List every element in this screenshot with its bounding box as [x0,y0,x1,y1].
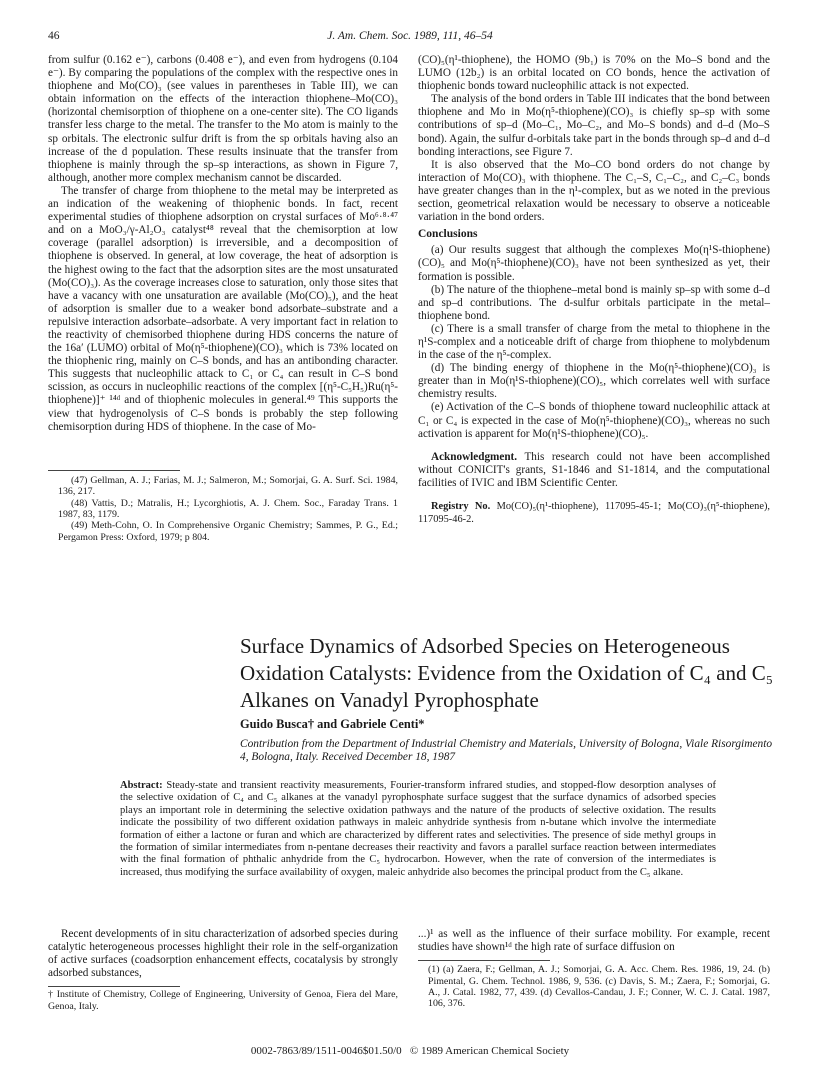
right-column [418,54,770,526]
conclusion-e: (e) Activation of the C–S bonds of thiophene toward nucleophilic attack at C₁ or C₄ is expected in the case of Mo(η⁵-thiophene)(CO)₃, whereas no such activation is apparent for Mo(η¹S-thiophene)(CO)₅. [418,401,770,440]
registry-label: Registry No. [431,501,491,512]
conclusion-b: (b) The nature of the thiophene–metal bond is mainly sp–sp with some d–d and sp–d contributions. The d-sulfur orbitals participate in the metal–thiophene bond. [418,283,770,322]
intro-left-column [48,928,398,1012]
footnote-49: (49) Meth-Cohn, O. In Comprehensive Organic Chemistry; Sammes, P. G., Ed.; Pergamon Press: Oxford, 1979; p 804. [58,520,398,543]
ack-text: This research could not have been accomplished without CONICIT's grants, S1-1846 and S1-1814, and the computational facilities of IVIC and IBM Scientific Center. [418,450,770,489]
registry [418,500,770,526]
footnote-47: (47) Gellman, A. J.; Farias, M. J.; Salmeron, M.; Somorjai, G. A. Surf. Sci. 1984, 136, 217. [58,474,398,498]
left-paragraph-2: The transfer of charge from thiophene to the metal may be interpreted as an indication of the weakening of thiophenic bonds. In fact, recent experimental studies of thiophene adsorption on crystal surfaces of Mo⁶·⁸·⁴⁷ and on a MoO₃/γ-Al₂O₃ catalyst⁴⁸ reveal that the chemisorption at low coverage (parallel adsorption) is irreversible, and a decomposition of thiophene is observed. In general, at low coverage, the heat of adsorption is the highest owing to the fact that the adsorption sites are the most unsaturated (Mo(CO)₃). As the coverage increases close to saturation, only those sites that have a vacancy with one unsaturation are available (Mo(CO)₅), and the heat of adsorption is smaller due to a weaker bond adsorbate–substrate and a repulsive interaction adsorbate–adsorbate. A very important fact in relation to the reactivity of chemisorbed thiophene during HDS concerns the nature of the 16a′ (LUMO) orbital of Mo(η⁵-thiophene)(CO)₃ which is 73% located on the thiophenic ring, mainly on C–S bonds, and has an antibonding character. This suggests that nucleophilic attack to C₁ or C₄ can result in C–S bond scission, as occurs in nucleophilic reactions of the complex [(η⁵-C₅H₅)Ru(η⁵-thiophene)]⁺ ¹⁴ᵈ and of thiophenic molecules in general.⁴⁹ This supports the view that hydrogenolysis of C–S bonds is probably the step following chemisorption during HDS of thiophene. In the case of Mo- [48,184,398,433]
intro-right-column [418,928,770,1010]
footnote-rule [48,470,180,471]
article-title: Surface Dynamics of Adsorbed Species on Heterogeneous Oxidation Catalysts: Evidence from the Oxidation of C₄ and C₅ Alkanes on Vanadyl Pyrophosphate [240,634,774,712]
right-paragraph-3: It is also observed that the Mo–CO bond orders do not change by interaction of Mo(CO)₃ with thiophene. The C₁–S, C₁–C₂, and C₂–C₃ bonds have greater changes than in the η¹-complex, but as we noted in the previous section, geometrical relaxation would be necessary to observe a noticeable variation in the bond orders. [418,158,770,224]
right-paragraph-2: The analysis of the bond orders in Table III indicates that the bond between thiophene and Mo in Mo(η⁵-thiophene)(CO)₃ is chiefly sp–sp with some contributions of sp–d (Mo–C₁, Mo–C₂, and Mo–S bonds) and d–d (Mo–S bond). Again, the sulfur d-orbitals take part in the bonds through sp–d and d–d bonding interactions, see Figure 7. [418,93,770,158]
page-footer: 0002-7863/89/1511-0046$01.50/0 © 1989 American Chemical Society [250,1045,570,1057]
acknowledgment [418,451,770,490]
right-paragraph-1: (CO)₅(η¹-thiophene), the HOMO (9b₁) is 70% on the Mo–S bond and the LUMO (12b₂) is an orbital located on CO bonds, hence the activation of thiophenic bonds toward nucleophilic attack is not expected. [418,54,770,93]
abstract-text: Steady-state and transient reactivity measurements, Fourier-transform infrared studies, and stopped-flow desorption analyses of the selective oxidation of C₄ and C₅ alkanes at the vanadyl pyrophosphate surface suggest that the surface dynamics of adsorbed species plays an important role in determining the selective oxidation pathways and the nature of the products of selective oxidation. The results indicate the possibility of two different oxidation pathways in maleic anhydride synthesis from n-butane which involve the intermediate formation of either a lactone or furan and which are characterized by different rates and selectivities. The presence of side methyl groups in the formation of similar intermediates from n-pentane decreases their reactivity and favors a parallel surface reaction between intermediates with the final formation of phthalic anhydride from the C₅ hydrocarbon. However, when the rate of conversion of the intermediates is increased, thus modifying the surface availability of oxygen, maleic anhydride also becomes the principal product from the C₅ alkane. [120,780,716,878]
article-authors: Guido Busca† and Gabriele Centi* [240,717,425,731]
ack-label: Acknowledgment. [431,450,518,463]
footnotes [48,475,398,543]
left-column [48,54,398,543]
conclusions-heading: Conclusions [418,228,478,241]
conclusion-d: (d) The binding energy of thiophene in the Mo(η⁵-thiophene)(CO)₃ is greater than in Mo(η¹S-thiophene)(CO)₅, which correlates well with surface chemistry results. [418,362,770,401]
ref-footnote-1: (1) (a) Zaera, F.; Gellman, A. J.; Somorjai, G. A. Acc. Chem. Res. 1986, 19, 24. (b) Pimental, G. Chem. Technol. 1986, 9, 536. (c) Davis, S. M.; Zaera, F.; Somorjai, G. A., J. Catal. 1982, 77, 439. (d) Cevallos-Candau, J. F.; Conner, W. C. J. Catal. 1987, 106, 376. [428,964,770,1010]
conclusion-a: (a) Our results suggest that although the complexes Mo(η¹S-thiophene)(CO)₅ and Mo(η⁵-thiophene)(CO)₃ have not been synthesized as yet, their formation is possible. [418,244,770,283]
registry-text: Mo(CO)₅(η¹-thiophene), 117095-45-1; Mo(CO)₃(η⁵-thiophene), 117095-46-2. [418,501,770,526]
intro-paragraph: Recent developments of in situ characterization of adsorbed species during catalytic heterogeneous processes highlight their role in the self-organization of active surfaces (coadsorption enhancement effects, cocatalysis by strongly adsorbed substances, [48,928,398,980]
conclusion-c: (c) There is a small transfer of charge from the metal to thiophene in the η¹S-complex and a noticeable drift of charge from thiophene to molybdenum in the case of the η⁵-complex. [418,322,770,362]
footnote-48: (48) Vattis, D.; Matralis, H.; Lycorghiotis, A. J. Chem. Soc., Faraday Trans. 1 1987, 83, 1179. [58,497,398,520]
abstract-label: Abstract: [120,780,163,791]
intro-continuation: ...)¹ as well as the influence of their surface mobility. For example, recent studies have shown¹ᵈ the high rate of surface diffusion on [418,928,770,954]
running-header: J. Am. Chem. Soc. 1989, 111, 46–54 [327,30,493,42]
affil-footnote-rule [48,986,180,987]
article-affiliation: Contribution from the Department of Industrial Chemistry and Materials, University of Bologna, Viale Risorgimento 4, Bologna, Italy. Received December 18, 1987 [240,738,773,764]
affil-footnote: † Institute of Chemistry, College of Engineering, University of Genoa, Fiera del Mare, Genoa, Italy. [48,989,398,1012]
page-number: 46 [48,30,60,42]
left-paragraph-1: from sulfur (0.162 e⁻), carbons (0.408 e⁻), and even from hydrogens (0.104 e⁻). By comparing the populations of the complex with the respective ones in thiophene and Mo(CO)₃ (see values in parentheses in Table III), we can obtain information on the effects of the interaction thiophene–Mo(CO)₃ (horizontal chemisorption of thiophene on a one-center site). The CO ligands transfer less charge to the metal. The transfer to the Mo atom is mainly to the sp orbitals. The electronic sulfur drift is from the sp orbitals having also an increase of the d population. These results insinuate that the transfer from thiophene is mainly through the sp–sp interactions, as shown in Figure 7, although, another more complex mechanism cannot be discarded. [48,54,398,184]
abstract [120,780,716,879]
ref-footnote-rule [418,960,550,961]
